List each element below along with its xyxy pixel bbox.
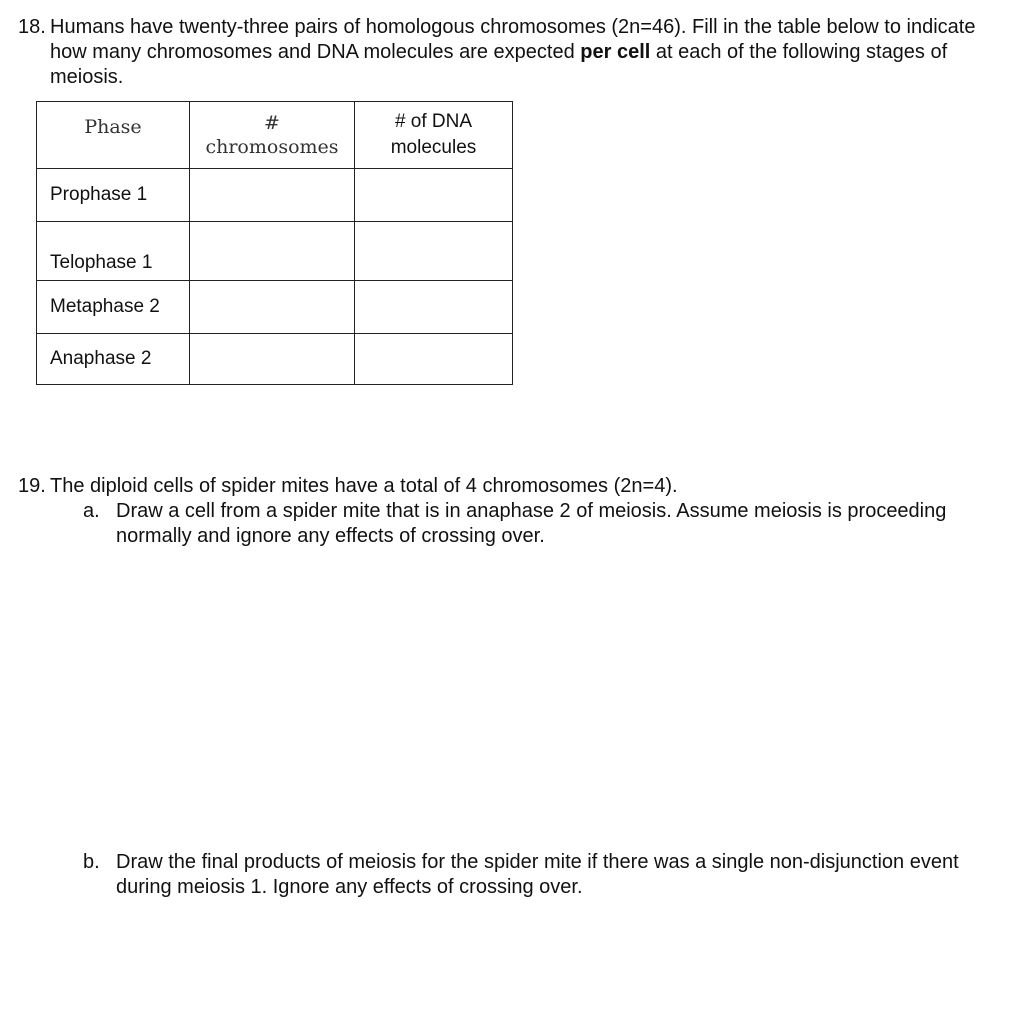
question-18-bold-phrase: per cell: [580, 41, 651, 63]
phase-cell: Metaphase 2: [37, 281, 190, 334]
question-18-text-start: Humans have twenty-three pairs of homologous chromosomes (2n=46). Fill in the table below to indicate how many chromosomes and DNA molecules are expected: [50, 16, 976, 63]
chromosomes-cell: [190, 281, 355, 334]
question-18: [18, 15, 1008, 90]
question-19b-letter: b.: [83, 851, 100, 873]
question-18-text: [50, 15, 1008, 90]
table-row: [37, 334, 513, 385]
question-19-number: 19.: [18, 475, 46, 497]
header-chromosomes-line2: chromosomes: [205, 136, 339, 158]
table-header-row: [37, 102, 513, 169]
question-18-number: 18.: [18, 16, 46, 38]
phase-cell: Anaphase 2: [37, 334, 190, 385]
question-19b: [83, 850, 1003, 900]
question-19a: [83, 499, 983, 549]
question-18-text-end: at each of the following stages of meiosis.: [50, 41, 948, 88]
table-row: [37, 281, 513, 334]
dna-cell: [355, 222, 513, 281]
meiosis-table: [36, 101, 513, 385]
phase-cell: Prophase 1: [37, 169, 190, 222]
table-row: [37, 222, 513, 281]
dna-cell: [355, 334, 513, 385]
header-chromosomes: [190, 102, 355, 169]
header-chromosomes-line1: #: [264, 112, 280, 134]
dna-cell: [355, 281, 513, 334]
question-19a-letter: a.: [83, 500, 100, 522]
header-dna: [355, 102, 513, 169]
chromosomes-cell: [190, 334, 355, 385]
question-19: [18, 474, 1008, 499]
phase-cell: Telophase 1: [37, 222, 190, 281]
question-19-text: The diploid cells of spider mites have a total of 4 chromosomes (2n=4).: [50, 475, 678, 497]
chromosomes-cell: [190, 222, 355, 281]
question-19b-text: Draw the final products of meiosis for the spider mite if there was a single non-disjunction event during meiosis 1. Ignore any effects of crossing over.: [116, 851, 959, 898]
chromosomes-cell: [190, 169, 355, 222]
table-row: [37, 169, 513, 222]
header-dna-line2: molecules: [390, 137, 477, 158]
question-19a-text: Draw a cell from a spider mite that is in anaphase 2 of meiosis. Assume meiosis is proceeding normally and ignore any effects of crossing over.: [116, 500, 947, 547]
header-phase: Phase: [37, 102, 190, 169]
header-dna-line1: # of DNA: [394, 111, 473, 132]
dna-cell: [355, 169, 513, 222]
